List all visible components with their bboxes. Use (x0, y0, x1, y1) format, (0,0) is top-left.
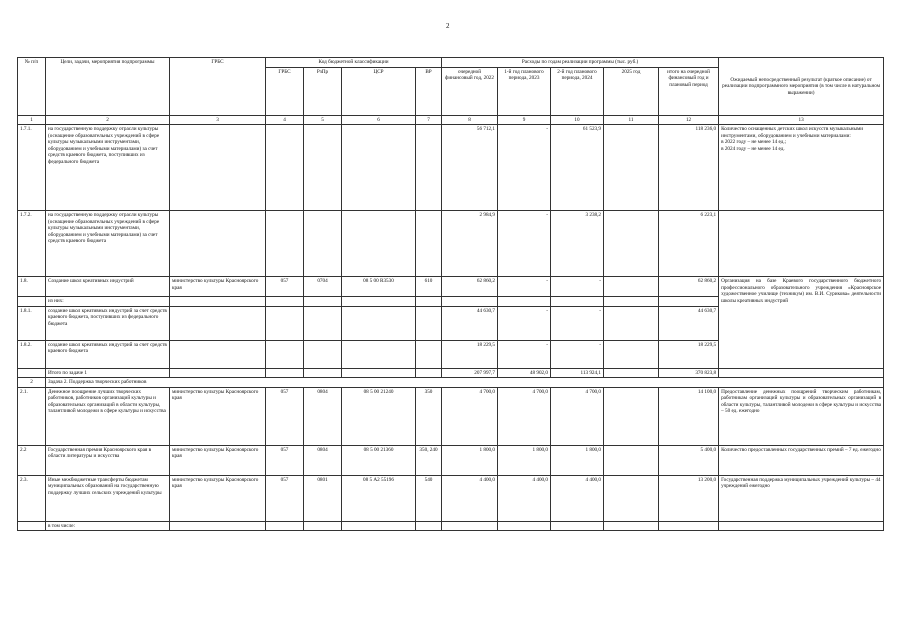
value-2022: 18 229,5 (442, 340, 498, 368)
value-2024: 4 700,0 (551, 387, 604, 445)
col-number: 4 (266, 115, 304, 125)
row-name: Создание школ креативных индустрий (46, 277, 170, 297)
value-2022: 62 860,2 (442, 277, 498, 297)
header-kbk-rzpr: РзПр (304, 67, 342, 115)
col-number: 6 (342, 115, 416, 125)
row-name: Итого по задаче 1 (46, 368, 170, 378)
row-grbs: министерство культуры Красноярского края (170, 445, 266, 475)
value-total: 118 236,0 (659, 125, 719, 211)
column-numbers-row (18, 115, 884, 125)
table-row-1-7-1 (18, 125, 884, 211)
kbk-grbs: 057 (266, 277, 304, 297)
kbk-grbs: 057 (266, 475, 304, 521)
row-name: в том числе: (46, 521, 170, 531)
col-number: 3 (170, 115, 266, 125)
kbk-vr: 350 (416, 387, 442, 445)
value-2023: - (498, 340, 551, 368)
row-num: 1.7.2. (18, 211, 46, 277)
header-row-1 (18, 58, 884, 68)
table-row-task-2 (18, 378, 884, 388)
col-number: 5 (304, 115, 342, 125)
table-row-1-8 (18, 277, 884, 297)
value-total: 18 229,5 (659, 340, 719, 368)
value-2024: 1 800,0 (551, 445, 604, 475)
row-grbs (170, 125, 266, 211)
value-2023: 4 400,0 (498, 475, 551, 521)
table-row-2-2 (18, 445, 884, 475)
page-number: 2 (446, 22, 450, 30)
row-name: Иные межбюджетные трансферты бюджетам муниципальных образований на государственную поддержку лучших сельских учреждений культуры (46, 475, 170, 521)
row-name: Денежное поощрение лучших творческих работников, работников организаций культуры и образовательных организаций в области культуры, талантливой молодежи в сфере культуры и искусства (46, 387, 170, 445)
row-grbs: министерство культуры Красноярского края (170, 387, 266, 445)
value-2024: 113 924,1 (551, 368, 604, 378)
kbk-vr: 540 (416, 475, 442, 521)
header-2024: 2-й год планового периода, 2024 (551, 67, 604, 115)
value-2023: - (498, 277, 551, 297)
value-2024: - (551, 306, 604, 340)
row-grbs: министерство культуры Красноярского края (170, 475, 266, 521)
row-name: из них: (46, 297, 170, 307)
col-number: 2 (46, 115, 170, 125)
col-number: 10 (551, 115, 604, 125)
value-2022: 207 997,7 (442, 368, 498, 378)
value-total: 5 400,0 (659, 445, 719, 475)
header-kbk: Код бюджетной классификации (266, 58, 442, 68)
kbk-rzpr: 0804 (304, 387, 342, 445)
row-result: Организация на базе Краевого государственного бюджетного профессионального образовательного учреждения «Красноярское художественное училище (техникум) им. В.И. Сурикова» деятельности школы креативных индустрий (719, 277, 884, 369)
header-2022: очередной финансовый год, 2022 (442, 67, 498, 115)
table-row-2-3 (18, 475, 884, 521)
value-2022: 56 712,1 (442, 125, 498, 211)
row-num: 1.8.2. (18, 340, 46, 368)
header-kbk-vr: ВР (416, 67, 442, 115)
row-num: 1.8.1. (18, 306, 46, 340)
row-num: 1.7.1. (18, 125, 46, 211)
row-num: 2 (18, 378, 46, 388)
header-total: итого на очередной финансовый год и плановый период (659, 67, 719, 115)
row-result: Количество предоставленных государственных премий – 7 ед. ежегодно (719, 445, 884, 475)
table-row-1-7-2 (18, 211, 884, 277)
row-name: Государственная премия Красноярского края в области литературы и искусства (46, 445, 170, 475)
kbk-rzpr: 0804 (304, 445, 342, 475)
row-name: на государственную поддержку отрасли культуры (оснащение образовательных учреждений в сфере культуры музыкальными инструментами, оборудованием и учебными материалами) за счет средств краевого бюджета, поступивших из федерального бюджета (46, 125, 170, 211)
value-2023: 48 902,0 (498, 368, 551, 378)
row-name: создание школ креативных индустрий за счет средств краевого бюджета, поступивших из федерального бюджета (46, 306, 170, 340)
row-num: 2.3. (18, 475, 46, 521)
kbk-csr: 08 5 00 21360 (342, 445, 416, 475)
kbk-csr: 08 5 А2 55196 (342, 475, 416, 521)
kbk-csr: 08 5 00 21240 (342, 387, 416, 445)
col-number: 7 (416, 115, 442, 125)
header-result: Ожидаемый непосредственный результат (краткое описание) от реализации подпрограммного мероприятия (в том числе в натуральном выражении) (719, 58, 884, 116)
header-goals: Цели, задачи, мероприятия подпрограммы (46, 58, 170, 116)
value-2024: 61 523,9 (551, 125, 604, 211)
value-2024: - (551, 340, 604, 368)
row-result (719, 125, 884, 211)
value-2023: 4 700,0 (498, 387, 551, 445)
value-2022: 44 630,7 (442, 306, 498, 340)
value-total: 62 860,2 (659, 277, 719, 297)
row-grbs: министерство культуры Красноярского края (170, 277, 266, 297)
result-text: в 2022 году – не менее 14 ед.; (721, 139, 787, 145)
task-title: Задача 2. Поддержка творческих работников (46, 378, 884, 388)
value-total: 44 630,7 (659, 306, 719, 340)
value-2023: - (498, 211, 551, 277)
col-number: 9 (498, 115, 551, 125)
value-2022: 2 984,9 (442, 211, 498, 277)
kbk-rzpr: 0704 (304, 277, 342, 297)
value-total: 14 100,0 (659, 387, 719, 445)
row-name: на государственную поддержку отрасли культуры (оснащение образовательных учреждений в сфере культуры музыкальными инструментами, оборудованием и учебными материалами) за счет средств краевого бюджета (46, 211, 170, 277)
row-result: Государственная поддержка муниципальных учреждений культуры – 44 учреждений ежегодно (719, 475, 884, 521)
value-2023: 1 800,0 (498, 445, 551, 475)
row-num: 2.1. (18, 387, 46, 445)
row-num: 2.2 (18, 445, 46, 475)
value-2022: 1 800,0 (442, 445, 498, 475)
col-number: 1 (18, 115, 46, 125)
value-total: 6 223,1 (659, 211, 719, 277)
kbk-grbs: 057 (266, 445, 304, 475)
value-2022: 4 700,0 (442, 387, 498, 445)
table-row-including (18, 521, 884, 531)
col-number: 8 (442, 115, 498, 125)
table-row-2-1 (18, 387, 884, 445)
kbk-rzpr: 0801 (304, 475, 342, 521)
program-expenses-table (17, 57, 884, 531)
header-grbs: ГРБС (170, 58, 266, 116)
kbk-vr: 350, 240 (416, 445, 442, 475)
value-2024: 4 400,0 (551, 475, 604, 521)
row-result: Предоставление денежных поощрений творческим работникам, работникам организаций культуры и образовательных организаций в области культуры, талантливой молодежи в сфере культуры и искусства – 50 ед. ежегодно (719, 387, 884, 445)
value-2022: 4 400,0 (442, 475, 498, 521)
value-2023: - (498, 125, 551, 211)
kbk-vr: 610 (416, 277, 442, 297)
header-2025: 2025 год (604, 67, 659, 115)
kbk-grbs: 057 (266, 387, 304, 445)
row-name: создание школ креативных индустрий за счет средств краевого бюджета (46, 340, 170, 368)
header-num: № п/п (18, 58, 46, 116)
result-text: Количество оснащенных детских школ искусств музыкальными инструментами, оборудованием и учебными материалами: (721, 126, 864, 139)
value-2023: - (498, 306, 551, 340)
table-row-total-task-1 (18, 368, 884, 378)
row-num: 1.8. (18, 277, 46, 297)
header-kbk-csr: ЦСР (342, 67, 416, 115)
kbk-csr: 08 5 00 R3530 (342, 277, 416, 297)
col-number: 12 (659, 115, 719, 125)
value-2024: 3 238,2 (551, 211, 604, 277)
value-2024: - (551, 277, 604, 297)
value-total: 13 200,0 (659, 475, 719, 521)
header-kbk-grbs: ГРБС (266, 67, 304, 115)
result-text: в 2024 году – не менее 14 ед. (721, 145, 785, 152)
header-2023: 1-й год планового периода, 2023 (498, 67, 551, 115)
value-total: 370 823,8 (659, 368, 719, 378)
header-expenses: Расходы по годам реализации программы (тыс. руб.) (442, 58, 719, 68)
col-number: 13 (719, 115, 884, 125)
col-number: 11 (604, 115, 659, 125)
